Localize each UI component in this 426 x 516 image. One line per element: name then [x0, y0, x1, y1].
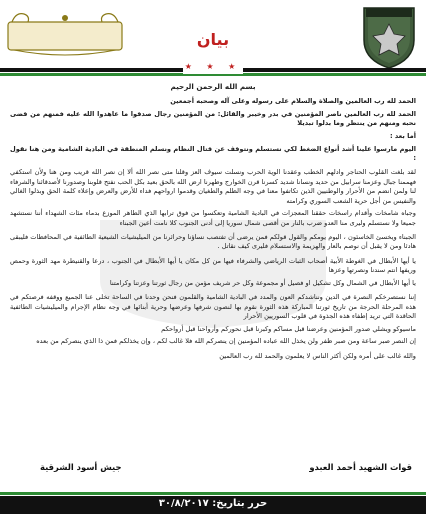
paragraph-opening: الحمد لله رب العالمين والصلاة والسلام على رسوله وعلى آله وصحبه أجمعين: [170, 97, 416, 106]
statement-title: بيان: [196, 30, 230, 49]
paragraph: يا أيها الأبطال في الغوطة الأبية أصحاب الثبات الرياضي والشرفاء فيها من كل مكان يا أيها الأبطال في الجنوب ، درعا والقنيطرة مهد الثورة وحمص وريفها انتم سندنا ونصرتها وعزها: [10, 256, 416, 275]
signature-right: قوات الشهيد أحمد العبدو: [309, 462, 412, 472]
paragraph: الحمد لله رب العالمين ناصر المؤمنين في بدر وخيبر والقائل: من المؤمنين رجال صدقوا ما عاهدوا الله عليه فمنهم من قضى نحبه ومنهم من ينتظر وما بدلوا تبديلا: [10, 110, 416, 128]
footer-green-line: [0, 492, 426, 495]
paragraph-closing: والله غالب على أمره ولكن أكثر الناس لا يعلمون والحمد لله رب العالمين: [219, 351, 416, 360]
paragraph: إن النصر صبر ساعة ومن صبر ظفر ولن يخذل الله عباده المؤمنين إن ينصركم الله فلا غالب لكم ، وإن يخذلكم فمن ذا الذي ينصركم من بعده: [36, 337, 416, 346]
divider-stars: ★ ★ ★: [183, 60, 243, 74]
paragraph: لقد بلغت القلوب الحناجر وادلهم الخطب وعقدنا الوية الحرب ونسلت سيوف العز وقلنا متى نصر الله ألا إن نصر الله قريب ومن هنا ولأن استكفي فهممنا جبال وعزمنا سرابيل من حديد ونسانا شديد كسرنا قرن الخوارج وطهرنا ارض الله بالحق بعيد بكل الحب نفتح قلوبنا وصدورنا لأصدقائنا والشرفاء لنا ولمن انضم من الأحرار والوطنيين الذين تكاتفوا معنا في وجه الظلم والطغيان وقدموا ارواحهم فداء للأرض والعرض وإعلاء كلمة الحق وبذلوا الغالي والنفيس من أجل حرية الشعب السوري وكرامته: [10, 168, 416, 205]
paragraph: اليوم مارسوا علينا أشد أنواع الضغط لكي نستسلم ونتوقف عن قتال النظام ونسلم المنطقة في البادية الشامية ومن هنا نقول :: [10, 144, 416, 162]
footer-bar: [0, 490, 426, 516]
paragraph: يا أيها الأبطال في الشمال وكل تشكيل او فصيل أو مجموعة وكل حر شريف مؤمن من رجال ثورتنا وعزتنا وكرامتنا: [109, 278, 416, 287]
paragraph: ماسيوكو ويشلي صدور المؤمنين وعرضنا قبل مساكم وكبرنا قبل نحوركم وأرواحنا قبل أرواحكم: [161, 324, 416, 333]
paragraph: الجبناء ويخسئ الخاسئون ، اليوم يومكم والقول قولكم فمن يرضى أن تفتصب نساؤنا وحرائرنا من الميليشيات الشيعية الطائفية في المحافظات فليبقى هادئا ومن لا يقبل أن نوصم بالعار والهزيمة والاستسلام فليرى كيف نقاتل .: [10, 233, 416, 251]
basmala: بسم الله الرحمن الرحيم: [170, 82, 256, 91]
paragraph-ama-baad: أما بعد :: [389, 132, 416, 140]
paragraph: إننا نستصرخكم النصرة في الدين ونناشدكم العون والمدد في البادية الشامية والقلمون فنحن وحدنا في الساحة تخلى عنا الجميع ووقفه فرصتكم في هذه المرحلة الحرجة من تاريخ ثورتنا المباركة هذه الثورة نقوم بها لنصون شرفها وعرضها وحرية أبنائها في وجه نظام الإجرام والميليشيات الطائفية الحاقدة التي تريد إطفاء هذه الجذوة في قلوب السوريين الأحرار: [10, 293, 416, 321]
statement-body: [10, 82, 416, 486]
left-logo-emblem-icon: [6, 8, 124, 62]
right-logo: [360, 4, 418, 70]
shield-emblem-icon: [360, 4, 418, 70]
issue-date: حرر بتاريخ: ٣٠/٨/٢٠١٧: [158, 498, 268, 509]
left-logo: [6, 8, 124, 62]
signature-left: جيش أسود الشرقية: [40, 462, 122, 472]
paragraph: وجباه شامخات وأقدام راسخات حققنا المعجزات في البادية الشامية وتعكسوا من فوق ترابها الذي الطاهر الموزع بدماء مئات الشهداء أننا نستشهد جميعا ولا نستسلم وليرى منا العدو ضرب بالنار من أقصى شمال سوريا إلى أدنى الجنوب كلا نامت أعين الجبناء: [10, 209, 416, 227]
